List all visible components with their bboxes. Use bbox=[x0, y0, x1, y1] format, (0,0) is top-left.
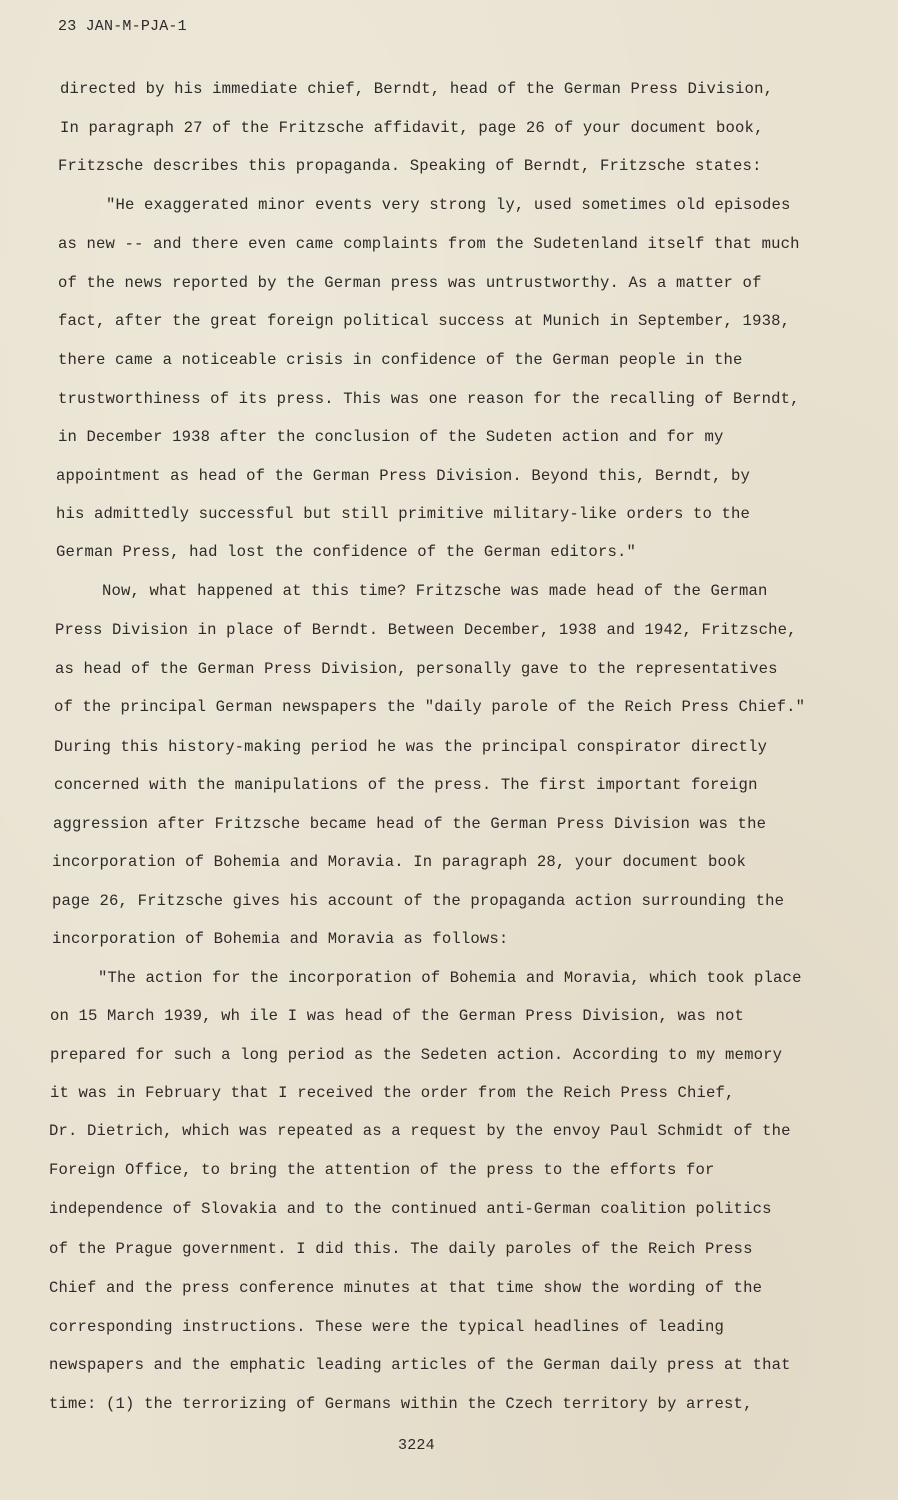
text-line: "He exaggerated minor events very strong ly, used sometimes old episodes bbox=[106, 196, 791, 214]
text-line: his admittedly successful but still primitive military-like orders to the bbox=[56, 505, 751, 523]
text-line: Dr. Dietrich, which was repeated as a request by the envoy Paul Schmidt of the bbox=[49, 1122, 791, 1140]
text-line: "The action for the incorporation of Bohemia and Moravia, which took place bbox=[98, 969, 802, 987]
text-line: as head of the German Press Division, personally gave to the representatives bbox=[55, 660, 778, 678]
text-line: corresponding instructions. These were the typical headlines of leading bbox=[49, 1318, 725, 1336]
text-line: trustworthiness of its press. This was one reason for the recalling of Berndt, bbox=[58, 390, 800, 408]
text-line: there came a noticeable crisis in confidence of the German people in the bbox=[58, 351, 743, 369]
text-line: Foreign Office, to bring the attention of the press to the efforts for bbox=[49, 1161, 715, 1179]
document-header: 23 JAN-M-PJA-1 bbox=[58, 18, 187, 35]
text-line: During this history-making period he was the principal conspirator directly bbox=[54, 738, 768, 756]
text-line: newspapers and the emphatic leading articles of the German daily press at that bbox=[49, 1356, 791, 1374]
text-line: of the Prague government. I did this. The daily paroles of the Reich Press bbox=[49, 1240, 753, 1258]
text-line: it was in February that I received the order from the Reich Press Chief, bbox=[50, 1084, 735, 1102]
text-line: concerned with the manipulations of the press. The first important foreign bbox=[54, 776, 758, 794]
text-line: In paragraph 27 of the Fritzsche affidavit, page 26 of your document book, bbox=[60, 119, 764, 137]
text-line: independence of Slovakia and to the continued anti-German coalition politics bbox=[49, 1200, 772, 1218]
text-line: Fritzsche describes this propaganda. Speaking of Berndt, Fritzsche states: bbox=[58, 157, 762, 175]
text-line: prepared for such a long period as the Sedeten action. According to my memory bbox=[50, 1046, 783, 1064]
text-line: fact, after the great foreign political success at Munich in September, 1938, bbox=[58, 312, 791, 330]
text-line: of the principal German newspapers the "daily parole of the Reich Press Chief." bbox=[54, 698, 806, 716]
text-line: incorporation of Bohemia and Moravia as follows: bbox=[52, 930, 509, 948]
text-line: of the news reported by the German press was untrustworthy. As a matter of bbox=[58, 274, 762, 292]
text-line: aggression after Fritzsche became head of the German Press Division was the bbox=[53, 815, 767, 833]
text-line: Now, what happened at this time? Fritzsche was made head of the German bbox=[102, 582, 768, 600]
text-line: on 15 March 1939, wh ile I was head of the German Press Division, was not bbox=[50, 1007, 745, 1025]
text-line: as new -- and there even came complaints from the Sudetenland itself that much bbox=[58, 235, 800, 253]
text-line: page 26, Fritzsche gives his account of the propaganda action surrounding the bbox=[52, 892, 785, 910]
page-number: 3224 bbox=[398, 1437, 435, 1454]
text-line: Chief and the press conference minutes at that time show the wording of the bbox=[49, 1279, 763, 1297]
text-line: time: (1) the terrorizing of Germans within the Czech territory by arrest, bbox=[49, 1395, 753, 1413]
text-line: in December 1938 after the conclusion of the Sudeten action and for my bbox=[58, 428, 724, 446]
text-line: Press Division in place of Berndt. Between December, 1938 and 1942, Fritzsche, bbox=[55, 621, 797, 639]
text-line: incorporation of Bohemia and Moravia. In paragraph 28, your document book bbox=[52, 853, 747, 871]
text-line: directed by his immediate chief, Berndt, head of the German Press Division, bbox=[60, 80, 774, 98]
text-line: German Press, had lost the confidence of the German editors." bbox=[56, 543, 636, 561]
text-line: appointment as head of the German Press Division. Beyond this, Berndt, by bbox=[56, 467, 751, 485]
